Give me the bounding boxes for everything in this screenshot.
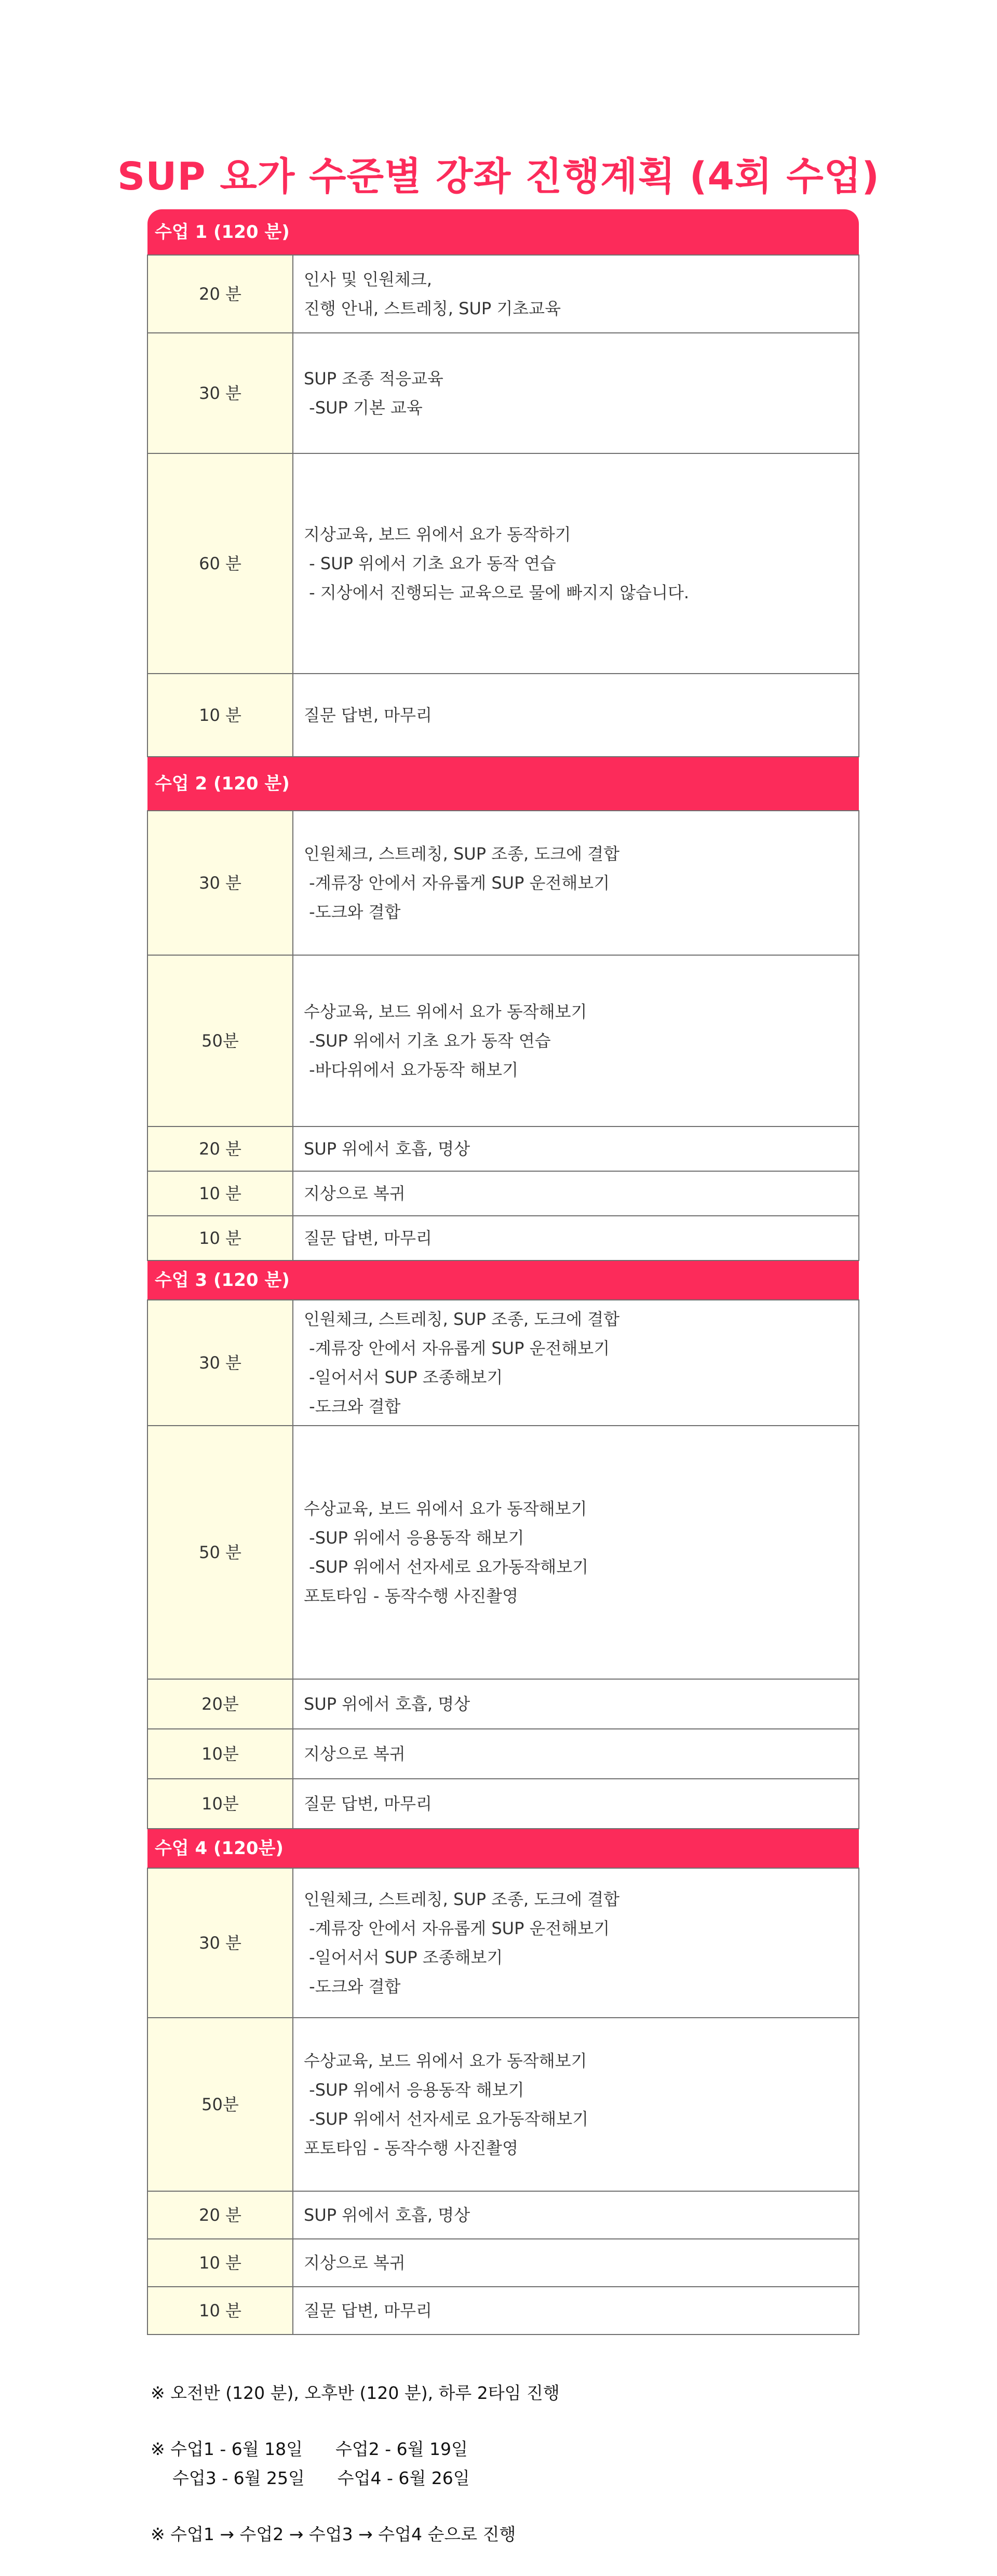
duration-cell: 10분 — [147, 1779, 293, 1829]
activity-cell — [293, 1779, 859, 1829]
activity-line: -계류장 안에서 자유롭게 SUP 운전해보기 — [304, 873, 610, 893]
activity-cell — [293, 2287, 859, 2334]
activity-cell — [293, 1126, 859, 1171]
activity-line: - SUP 위에서 기초 요가 동작 연습 — [304, 554, 556, 573]
activity-line: SUP 조종 적응교육 — [304, 369, 443, 388]
notes-section — [151, 2379, 878, 2576]
activity-line: 인원체크, 스트레칭, SUP 조종, 도크에 결합 — [304, 844, 620, 864]
activity-line: -도크와 결합 — [304, 1397, 401, 1416]
activity-line: SUP 위에서 호흡, 명상 — [304, 1694, 470, 1714]
activity-line: -계류장 안에서 자유롭게 SUP 운전해보기 — [304, 1338, 610, 1358]
activity-cell — [293, 255, 859, 333]
activity-line: 포토타임 - 동작수행 사진촬영 — [304, 2138, 519, 2158]
duration-cell: 10분 — [147, 1729, 293, 1779]
table-row — [147, 1426, 859, 1679]
table-row — [147, 255, 859, 333]
activity-line: 지상교육, 보드 위에서 요가 동작하기 — [304, 525, 571, 544]
note-line: ※ 수업1 → 수업2 → 수업3 → 수업4 순으로 진행 — [151, 2524, 516, 2544]
duration-cell: 10 분 — [147, 1171, 293, 1216]
duration-cell: 30 분 — [147, 811, 293, 955]
activity-line: 질문 답변, 마무리 — [304, 705, 432, 725]
activity-cell — [293, 1426, 859, 1679]
table-row — [147, 811, 859, 955]
activity-cell — [293, 1216, 859, 1260]
activity-line: -계류장 안에서 자유롭게 SUP 운전해보기 — [304, 1918, 610, 1938]
activity-line: - 지상에서 진행되는 교육으로 물에 빠지지 않습니다. — [304, 583, 690, 602]
table-row — [147, 333, 859, 453]
table-row — [147, 1216, 859, 1260]
duration-cell: 30 분 — [147, 1300, 293, 1426]
activity-line: -도크와 결합 — [304, 1977, 401, 1996]
duration-cell: 20분 — [147, 1679, 293, 1729]
activity-line: 수상교육, 보드 위에서 요가 동작해보기 — [304, 2051, 587, 2071]
activity-line: 수상교육, 보드 위에서 요가 동작해보기 — [304, 1002, 587, 1022]
activity-line: -일어서서 SUP 조종해보기 — [304, 1948, 503, 1967]
activity-line: -바다위에서 요가동작 해보기 — [304, 1060, 519, 1080]
section-header — [147, 757, 859, 811]
table-row — [147, 674, 859, 757]
activity-line: 지상으로 복귀 — [304, 1744, 406, 1764]
duration-cell: 30 분 — [147, 333, 293, 453]
activity-cell — [293, 2191, 859, 2239]
activity-cell — [293, 1729, 859, 1779]
table-row — [147, 453, 859, 674]
table-row — [147, 1679, 859, 1729]
activity-line: 수상교육, 보드 위에서 요가 동작해보기 — [304, 1499, 587, 1519]
duration-cell: 50분 — [147, 955, 293, 1126]
activity-cell — [293, 2239, 859, 2287]
duration-cell: 20 분 — [147, 1126, 293, 1171]
activity-line: -SUP 위에서 응용동작 해보기 — [304, 2080, 524, 2100]
schedule-table-body — [147, 209, 859, 2334]
activity-cell — [293, 1679, 859, 1729]
activity-line: 지상으로 복귀 — [304, 1184, 406, 1203]
table-row — [147, 2018, 859, 2191]
section-header-label: 수업 2 (120 분) — [147, 757, 859, 811]
table-row — [147, 1171, 859, 1216]
table-row — [147, 955, 859, 1126]
activity-line: 지상으로 복귀 — [304, 2253, 406, 2273]
activity-cell — [293, 1300, 859, 1426]
duration-cell: 10 분 — [147, 1216, 293, 1260]
section-header-label: 수업 4 (120분) — [147, 1829, 859, 1868]
note-item — [151, 2520, 878, 2549]
duration-cell: 10 분 — [147, 2287, 293, 2334]
section-header — [147, 1829, 859, 1868]
table-row — [147, 2287, 859, 2334]
activity-line: 질문 답변, 마무리 — [304, 1228, 432, 1248]
section-header-label: 수업 1 (120 분) — [147, 209, 859, 255]
activity-cell — [293, 333, 859, 453]
table-row — [147, 1126, 859, 1171]
duration-cell: 30 분 — [147, 1868, 293, 2018]
activity-line: 포토타임 - 동작수행 사진촬영 — [304, 1586, 519, 1606]
activity-line: SUP 위에서 호흡, 명상 — [304, 1139, 470, 1159]
table-row — [147, 2239, 859, 2287]
activity-line: -SUP 위에서 선자세로 요가동작해보기 — [304, 1557, 589, 1577]
duration-cell: 50 분 — [147, 1426, 293, 1679]
activity-line: 인원체크, 스트레칭, SUP 조종, 도크에 결합 — [304, 1309, 620, 1329]
section-header-label: 수업 3 (120 분) — [147, 1260, 859, 1300]
activity-line: 인원체크, 스트레칭, SUP 조종, 도크에 결합 — [304, 1889, 620, 1909]
activity-cell — [293, 955, 859, 1126]
table-row — [147, 1729, 859, 1779]
duration-cell: 60 분 — [147, 453, 293, 674]
duration-cell: 20 분 — [147, 2191, 293, 2239]
duration-cell: 20 분 — [147, 255, 293, 333]
section-header — [147, 209, 859, 255]
page-title: SUP 요가 수준별 강좌 진행계획 (4회 수업) — [117, 154, 880, 199]
activity-line: 질문 답변, 마무리 — [304, 2301, 432, 2320]
activity-cell — [293, 453, 859, 674]
duration-cell: 10 분 — [147, 674, 293, 757]
activity-line: -SUP 기본 교육 — [304, 398, 423, 418]
activity-cell — [293, 1868, 859, 2018]
table-row — [147, 1868, 859, 2018]
activity-cell — [293, 674, 859, 757]
table-row — [147, 1779, 859, 1829]
activity-line: -SUP 위에서 선자세로 요가동작해보기 — [304, 2109, 589, 2129]
note-line: ※ 수업1 - 6월 18일 수업2 - 6월 19일 — [151, 2439, 468, 2459]
activity-line: -SUP 위에서 응용동작 해보기 — [304, 1528, 524, 1548]
duration-cell: 10 분 — [147, 2239, 293, 2287]
duration-cell: 50분 — [147, 2018, 293, 2191]
note-line: 수업3 - 6월 25일 수업4 - 6월 26일 — [151, 2468, 470, 2488]
activity-line: 진행 안내, 스트레칭, SUP 기초교육 — [304, 299, 561, 318]
note-line: ※ 오전반 (120 분), 오후반 (120 분), 하루 2타임 진행 — [151, 2383, 560, 2403]
activity-line: 인사 및 인원체크, — [304, 270, 432, 289]
activity-line: SUP 위에서 호흡, 명상 — [304, 2205, 470, 2225]
note-item — [151, 2435, 878, 2493]
note-item — [151, 2379, 878, 2408]
activity-cell — [293, 2018, 859, 2191]
activity-line: -도크와 결합 — [304, 902, 401, 922]
schedule-table — [147, 209, 859, 2335]
activity-line: -SUP 위에서 기초 요가 동작 연습 — [304, 1031, 551, 1051]
activity-cell — [293, 811, 859, 955]
activity-line: -일어서서 SUP 조종해보기 — [304, 1367, 503, 1387]
activity-line: 질문 답변, 마무리 — [304, 1794, 432, 1814]
section-header — [147, 1260, 859, 1300]
table-row — [147, 2191, 859, 2239]
activity-cell — [293, 1171, 859, 1216]
table-row — [147, 1300, 859, 1426]
